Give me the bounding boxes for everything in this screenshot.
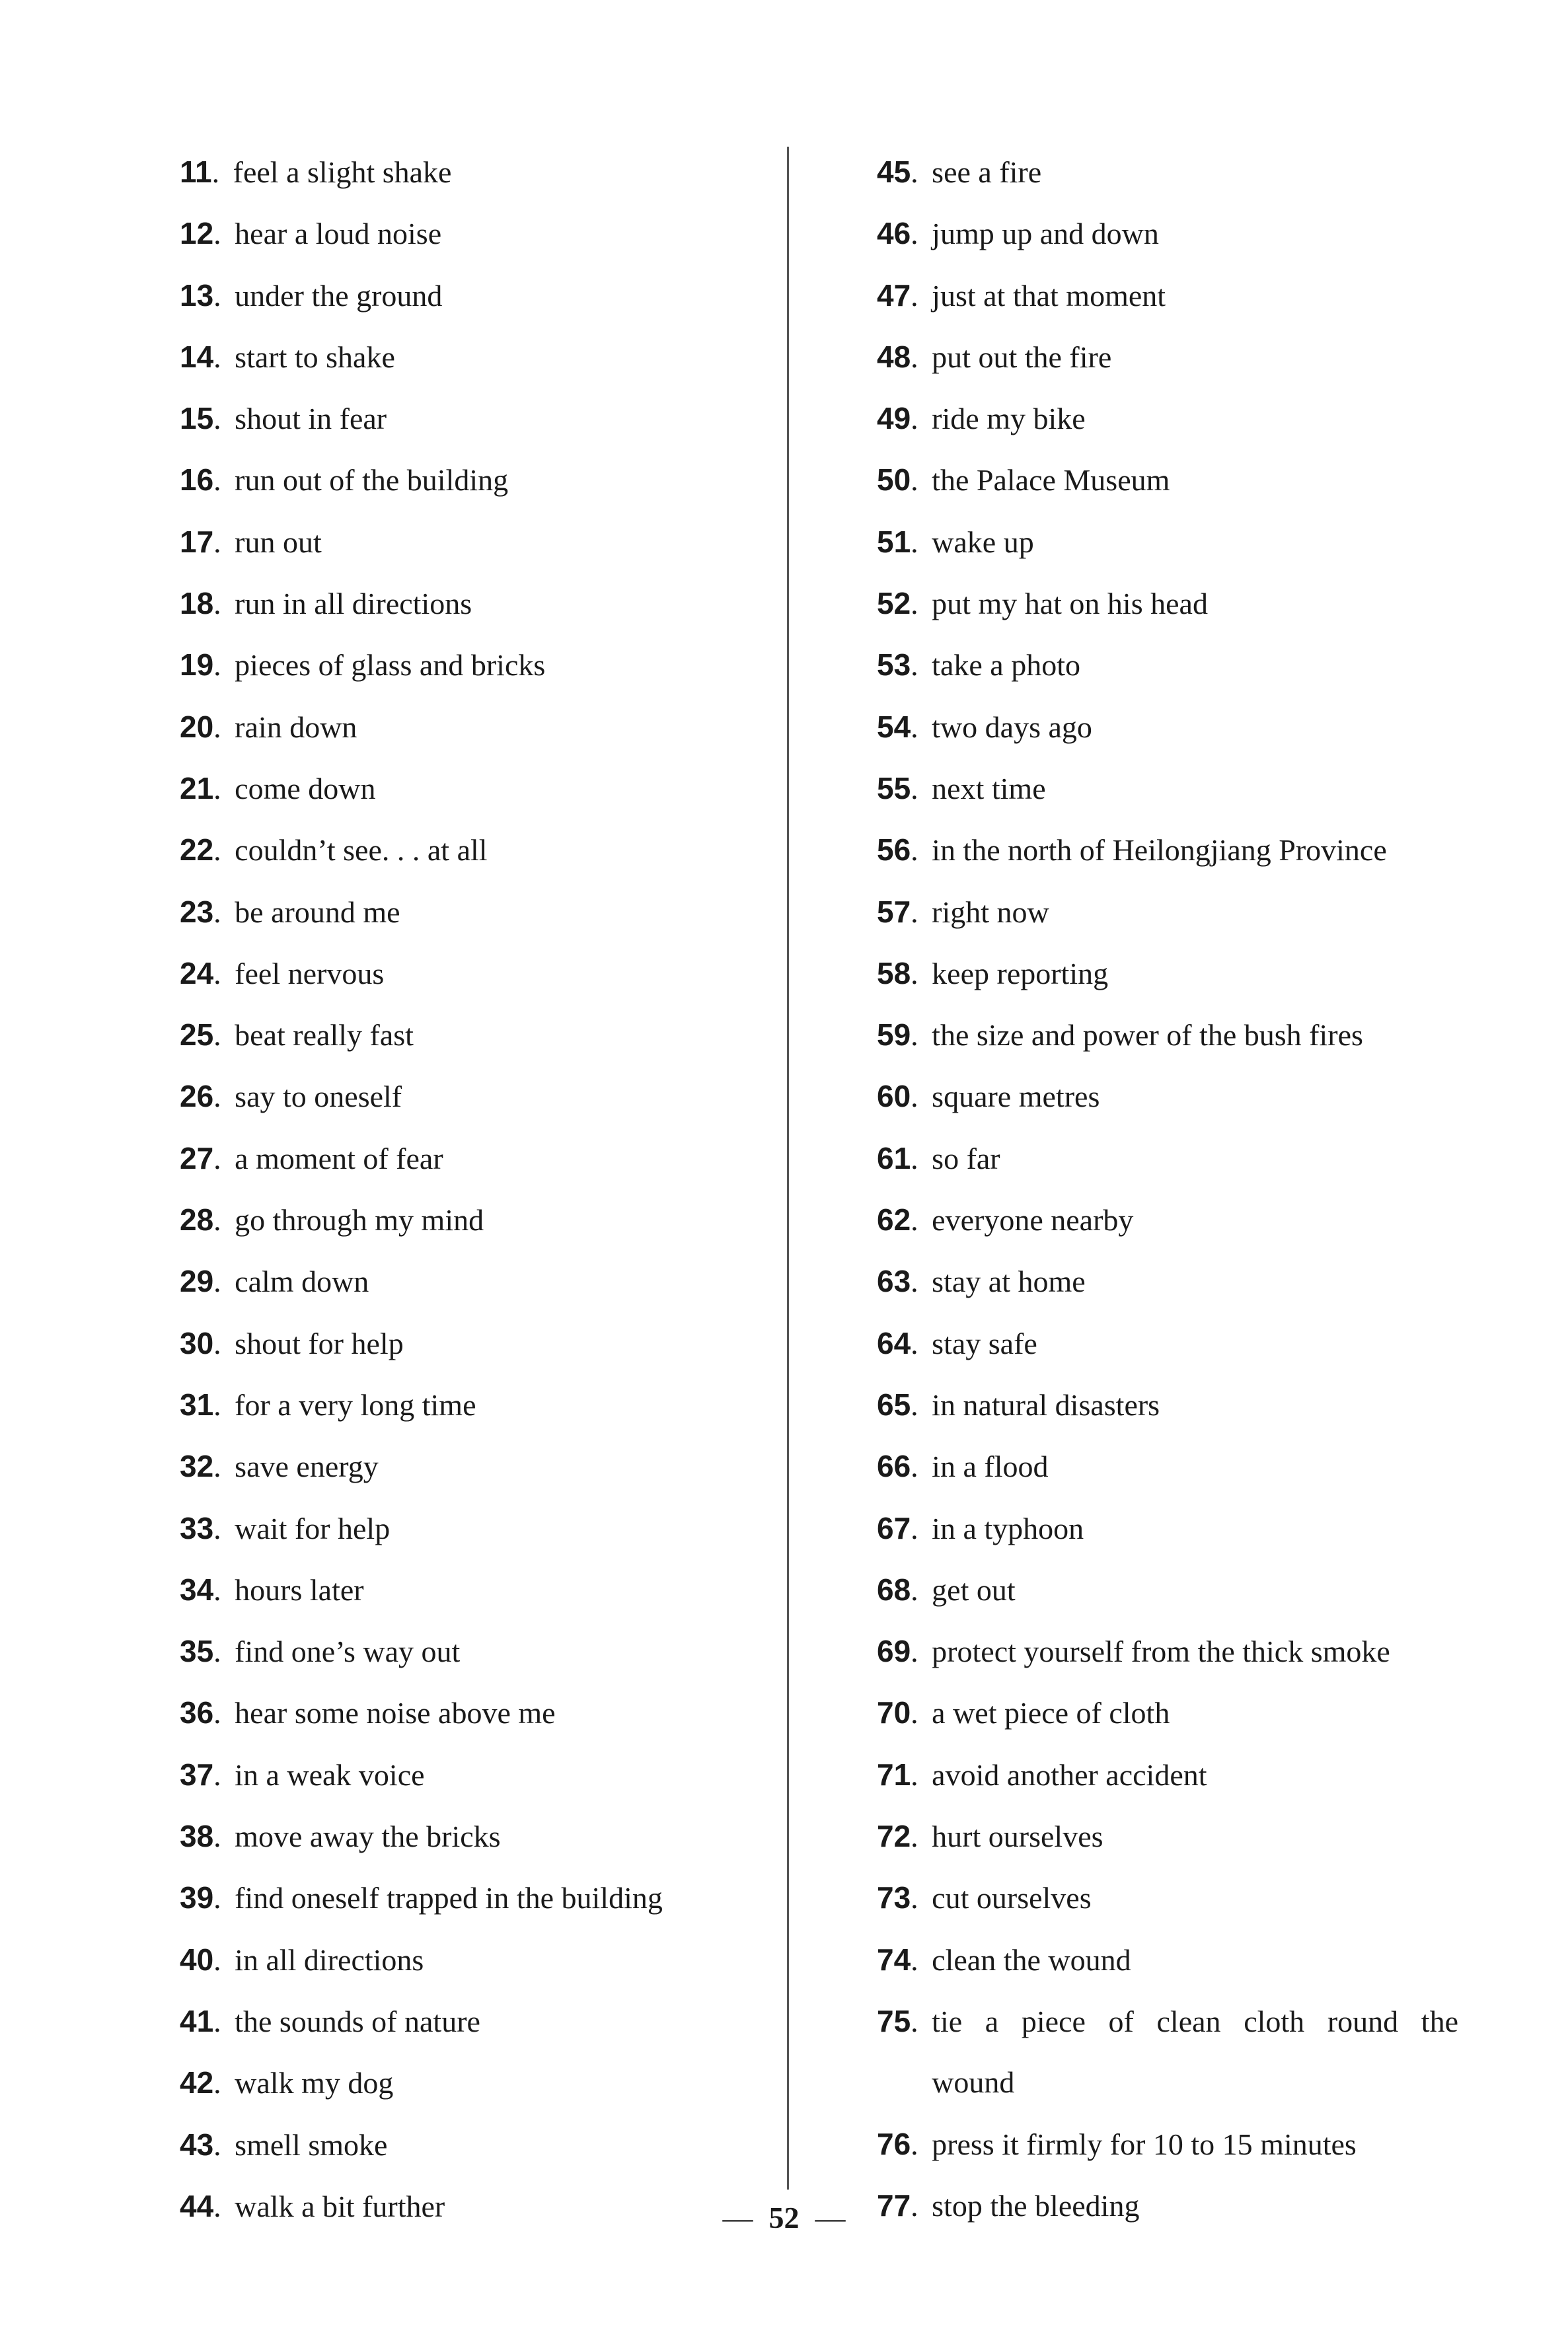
list-item (877, 881, 1458, 943)
item-phrase: move away the bricks (235, 1820, 501, 1854)
list-item (180, 881, 774, 943)
column-divider (787, 147, 789, 2190)
item-number-dot: . (911, 1696, 918, 1730)
item-number: 48 (877, 339, 911, 374)
item-number: 67 (877, 1510, 911, 1545)
item-number: 44 (180, 2188, 214, 2223)
list-item (877, 1374, 1458, 1436)
list-item (180, 1436, 774, 1497)
item-number: 63 (877, 1264, 911, 1299)
item-number-dot: . (213, 1572, 221, 1607)
footer-dash-right: — (815, 2201, 846, 2234)
item-number: 59 (877, 1017, 911, 1052)
item-number: 25 (180, 1017, 214, 1052)
item-number: 18 (180, 586, 214, 621)
item-phrase: next time (932, 771, 1046, 805)
item-number: 69 (877, 1634, 911, 1669)
item-number: 36 (180, 1695, 214, 1730)
item-phrase: in a typhoon (932, 1511, 1084, 1545)
item-number: 26 (180, 1079, 214, 1114)
item-phrase: just at that moment (932, 278, 1166, 313)
list-item (877, 1004, 1458, 1066)
list-item (180, 1251, 774, 1312)
item-phrase: for a very long time (235, 1387, 476, 1422)
item-number: 20 (180, 709, 214, 744)
item-number-dot: . (213, 2066, 221, 2100)
item-phrase: press it firmly for 10 to 15 minutes (932, 2127, 1357, 2161)
item-number: 15 (180, 401, 214, 436)
item-phrase: in the north of Heilongjiang Province (932, 833, 1387, 867)
item-number: 19 (180, 647, 214, 683)
item-phrase: ride my bike (932, 402, 1086, 436)
item-phrase: rain down (235, 710, 357, 744)
item-number: 49 (877, 401, 911, 436)
item-phrase: in all directions (235, 1942, 424, 1977)
item-number-dot: . (213, 1018, 221, 1052)
item-number: 30 (180, 1325, 214, 1360)
item-phrase: wait for help (235, 1511, 391, 1545)
item-number-dot: . (213, 710, 221, 744)
item-phrase: shout for help (235, 1326, 404, 1360)
list-item (180, 1374, 774, 1436)
list-item (180, 1189, 774, 1251)
list-item (877, 1744, 1458, 1806)
list-item (180, 449, 774, 511)
item-number: 34 (180, 1572, 214, 1607)
phrase-list-left (180, 141, 774, 2237)
item-phrase: walk a bit further (235, 2189, 445, 2223)
item-number-dot: . (213, 1820, 221, 1854)
item-number: 23 (180, 894, 214, 929)
item-phrase: go through my mind (235, 1203, 484, 1237)
item-phrase: find oneself trapped in the building (235, 1881, 663, 1915)
item-number-dot: . (213, 1203, 221, 1237)
item-phrase: square metres (932, 1080, 1100, 1114)
list-item (877, 265, 1458, 326)
item-number-dot: . (911, 155, 918, 189)
page-number-footer (0, 2200, 1568, 2235)
item-number-dot: . (213, 1387, 221, 1422)
list-item (180, 1559, 774, 1621)
list-item (180, 388, 774, 449)
item-number: 39 (180, 1880, 214, 1915)
list-item (877, 1867, 1458, 1929)
item-number-dot: . (213, 1757, 221, 1792)
list-item (180, 819, 774, 881)
item-phrase: pieces of glass and bricks (235, 648, 546, 683)
item-phrase: in natural disasters (932, 1387, 1160, 1422)
list-item (180, 326, 774, 388)
list-item (877, 141, 1458, 203)
item-number-dot: . (911, 2004, 918, 2038)
list-item (877, 819, 1458, 881)
list-item (877, 943, 1458, 1004)
item-phrase: everyone nearby (932, 1203, 1134, 1237)
item-number-dot: . (213, 340, 221, 374)
footer-dash-left: — (722, 2201, 753, 2234)
list-item (877, 696, 1458, 758)
item-number: 43 (180, 2127, 214, 2162)
item-number-dot: . (911, 956, 918, 990)
item-number-dot: . (213, 2004, 221, 2038)
item-phrase: keep reporting (932, 956, 1109, 990)
item-phrase: start to shake (235, 340, 395, 374)
item-number-dot: . (213, 1635, 221, 1669)
item-number: 29 (180, 1264, 214, 1299)
item-phrase: two days ago (932, 710, 1092, 744)
item-phrase: run in all directions (235, 587, 472, 621)
item-phrase: stay at home (932, 1265, 1086, 1299)
item-phrase: so far (932, 1141, 1000, 1175)
list-item (877, 449, 1458, 511)
item-number: 62 (877, 1202, 911, 1237)
item-number-dot: . (213, 648, 221, 683)
list-item (877, 1313, 1458, 1374)
item-phrase: run out (235, 525, 322, 559)
item-number-dot: . (911, 2127, 918, 2161)
list-item (180, 1621, 774, 1682)
item-phrase: the Palace Museum (932, 463, 1170, 498)
item-number: 11 (180, 155, 212, 189)
item-number-dot: . (911, 771, 918, 805)
item-number-dot: . (213, 1080, 221, 1114)
item-number-dot: . (911, 1265, 918, 1299)
item-phrase: hurt ourselves (932, 1820, 1103, 1854)
item-number-dot: . (911, 402, 918, 436)
item-number: 45 (877, 155, 911, 189)
item-number-dot: . (213, 217, 221, 251)
item-number: 57 (877, 894, 911, 929)
item-phrase: feel nervous (235, 956, 385, 990)
item-number-dot: . (911, 463, 918, 498)
item-phrase: shout in fear (235, 402, 387, 436)
item-number: 16 (180, 462, 214, 498)
item-phrase: take a photo (932, 648, 1080, 683)
item-number: 66 (877, 1449, 911, 1484)
item-number-dot: . (213, 1942, 221, 1977)
list-item (877, 1991, 1458, 2114)
item-phrase: hear some noise above me (235, 1696, 556, 1730)
item-number: 73 (877, 1880, 911, 1915)
item-number-dot: . (911, 1881, 918, 1915)
item-number-dot: . (911, 217, 918, 251)
item-number-dot: . (213, 1265, 221, 1299)
item-number-dot: . (213, 402, 221, 436)
item-phrase: under the ground (235, 278, 443, 313)
list-item (180, 1004, 774, 1066)
item-number: 13 (180, 277, 214, 313)
item-number: 24 (180, 955, 214, 990)
item-number-dot: . (213, 525, 221, 559)
list-item (180, 1066, 774, 1127)
list-item (180, 265, 774, 326)
item-phrase: say to oneself (235, 1080, 402, 1114)
item-phrase: hours later (235, 1572, 364, 1607)
item-number: 12 (180, 216, 214, 251)
item-number-dot: . (911, 340, 918, 374)
item-number-dot: . (213, 1696, 221, 1730)
item-number: 64 (877, 1325, 911, 1360)
item-number: 50 (877, 462, 911, 498)
item-number: 21 (180, 770, 214, 805)
item-number-dot: . (213, 2127, 221, 2162)
item-number-dot: . (911, 1080, 918, 1114)
item-number-dot: . (911, 1942, 918, 1977)
item-number: 56 (877, 832, 911, 867)
item-number: 22 (180, 832, 214, 867)
item-number-dot: . (911, 710, 918, 744)
item-number: 14 (180, 339, 214, 374)
item-phrase: put out the fire (932, 340, 1112, 374)
item-number: 76 (877, 2126, 911, 2161)
item-number: 68 (877, 1572, 911, 1607)
item-phrase: beat really fast (235, 1018, 414, 1052)
item-number: 41 (180, 2003, 214, 2038)
list-item (877, 1128, 1458, 1189)
list-item (180, 634, 774, 696)
item-number: 35 (180, 1634, 214, 1669)
item-phrase: see a fire (932, 155, 1042, 189)
item-number-dot: . (911, 1387, 918, 1422)
list-item (180, 943, 774, 1004)
list-item (877, 1189, 1458, 1251)
item-number-dot: . (213, 1326, 221, 1360)
item-number-dot: . (911, 1511, 918, 1545)
item-phrase: calm down (235, 1265, 369, 1299)
item-phrase: tie a piece of clean cloth round the wound (932, 2004, 1458, 2100)
item-number-dot: . (911, 833, 918, 867)
item-number-dot: . (213, 1511, 221, 1545)
item-phrase: find one’s way out (235, 1635, 461, 1669)
item-phrase: be around me (235, 895, 400, 929)
item-number-dot: . (911, 587, 918, 621)
item-number-dot: . (213, 2189, 221, 2223)
item-phrase: stop the bleeding (932, 2188, 1140, 2223)
item-number: 31 (180, 1387, 214, 1422)
item-phrase: walk my dog (235, 2066, 394, 2100)
item-number-dot: . (213, 956, 221, 990)
item-number-dot: . (911, 1572, 918, 1607)
item-number: 53 (877, 647, 911, 683)
item-number-dot: . (911, 525, 918, 559)
item-phrase: cut ourselves (932, 1881, 1092, 1915)
item-number: 61 (877, 1140, 911, 1175)
item-number-dot: . (213, 1141, 221, 1175)
list-item (180, 1806, 774, 1867)
item-phrase: come down (235, 771, 376, 805)
item-number-dot: . (911, 278, 918, 313)
item-phrase: run out of the building (235, 463, 509, 498)
item-phrase: hear a loud noise (235, 217, 442, 251)
item-phrase: couldn’t see. . . at all (235, 833, 488, 867)
list-item (180, 573, 774, 634)
item-number-dot: . (213, 771, 221, 805)
item-phrase: a moment of fear (235, 1141, 443, 1175)
list-item (180, 2052, 774, 2114)
item-phrase: right now (932, 895, 1049, 929)
item-number: 65 (877, 1387, 911, 1422)
item-number-dot: . (211, 155, 220, 189)
item-number-dot: . (213, 895, 221, 929)
item-number: 74 (877, 1942, 911, 1977)
list-item (180, 1867, 774, 1929)
item-number-dot: . (213, 1450, 221, 1484)
item-number-dot: . (911, 1450, 918, 1484)
item-number-dot: . (911, 1757, 918, 1792)
item-number-dot: . (911, 1141, 918, 1175)
list-item (180, 1498, 774, 1559)
list-item (877, 1066, 1458, 1127)
list-item (180, 1929, 774, 1991)
list-item (877, 1806, 1458, 1867)
item-number-dot: . (911, 895, 918, 929)
item-phrase: feel a slight shake (233, 155, 452, 189)
item-number: 17 (180, 524, 214, 559)
item-phrase: avoid another accident (932, 1757, 1207, 1792)
item-number-dot: . (911, 1203, 918, 1237)
item-phrase: get out (932, 1572, 1016, 1607)
list-item (877, 326, 1458, 388)
item-number: 55 (877, 770, 911, 805)
list-item (180, 141, 774, 203)
list-item (877, 1436, 1458, 1497)
item-number-dot: . (213, 1881, 221, 1915)
list-item (877, 388, 1458, 449)
item-phrase: in a flood (932, 1450, 1049, 1484)
list-item (180, 511, 774, 573)
item-number: 47 (877, 277, 911, 313)
item-phrase: jump up and down (932, 217, 1159, 251)
item-phrase: save energy (235, 1450, 379, 1484)
page-number: 52 (768, 2201, 800, 2234)
item-phrase: put my hat on his head (932, 587, 1208, 621)
item-number: 75 (877, 2003, 911, 2038)
list-item (877, 1251, 1458, 1312)
item-number: 42 (180, 2065, 214, 2100)
phrase-list-right (877, 141, 1458, 2236)
item-number: 37 (180, 1757, 214, 1792)
item-number-dot: . (911, 648, 918, 683)
list-item (180, 2114, 774, 2176)
list-item (877, 2114, 1458, 2175)
item-number: 77 (877, 2188, 911, 2223)
item-number-dot: . (213, 278, 221, 313)
item-number: 27 (180, 1140, 214, 1175)
item-number: 58 (877, 955, 911, 990)
list-item (877, 1559, 1458, 1621)
list-item (877, 203, 1458, 264)
item-number-dot: . (911, 1635, 918, 1669)
item-number: 60 (877, 1079, 911, 1114)
item-number-dot: . (213, 833, 221, 867)
item-phrase: the size and power of the bush fires (932, 1018, 1363, 1052)
list-item (877, 758, 1458, 819)
item-number-dot: . (213, 587, 221, 621)
list-item (180, 203, 774, 264)
item-number: 33 (180, 1510, 214, 1545)
item-number: 70 (877, 1695, 911, 1730)
list-item (877, 1621, 1458, 1682)
list-item (877, 511, 1458, 573)
item-number: 51 (877, 524, 911, 559)
item-number: 38 (180, 1819, 214, 1854)
item-phrase: stay safe (932, 1326, 1037, 1360)
list-item (180, 1744, 774, 1806)
item-phrase: the sounds of nature (235, 2004, 480, 2038)
list-item (877, 1498, 1458, 1559)
list-item (877, 1929, 1458, 1991)
item-number: 71 (877, 1757, 911, 1792)
item-number-dot: . (911, 1326, 918, 1360)
list-item (180, 1991, 774, 2052)
item-phrase: clean the wound (932, 1942, 1131, 1977)
list-item (180, 1313, 774, 1374)
item-number-dot: . (911, 1820, 918, 1854)
list-item (877, 1682, 1458, 1744)
list-item (180, 758, 774, 819)
item-number: 72 (877, 1819, 911, 1854)
list-item (180, 1682, 774, 1744)
list-item (180, 1128, 774, 1189)
list-item (877, 634, 1458, 696)
list-item (877, 573, 1458, 634)
item-number: 40 (180, 1942, 214, 1977)
item-number-dot: . (911, 2188, 918, 2223)
item-phrase: smell smoke (235, 2127, 388, 2162)
item-number-dot: . (911, 1018, 918, 1052)
item-number: 54 (877, 709, 911, 744)
item-number: 46 (877, 216, 911, 251)
item-number: 28 (180, 1202, 214, 1237)
list-item (180, 696, 774, 758)
item-number: 32 (180, 1449, 214, 1484)
item-number: 52 (877, 586, 911, 621)
item-phrase: wake up (932, 525, 1034, 559)
item-number-dot: . (213, 463, 221, 498)
item-phrase: protect yourself from the thick smoke (932, 1635, 1390, 1669)
item-phrase: a wet piece of cloth (932, 1696, 1170, 1730)
item-phrase: in a weak voice (235, 1757, 425, 1792)
